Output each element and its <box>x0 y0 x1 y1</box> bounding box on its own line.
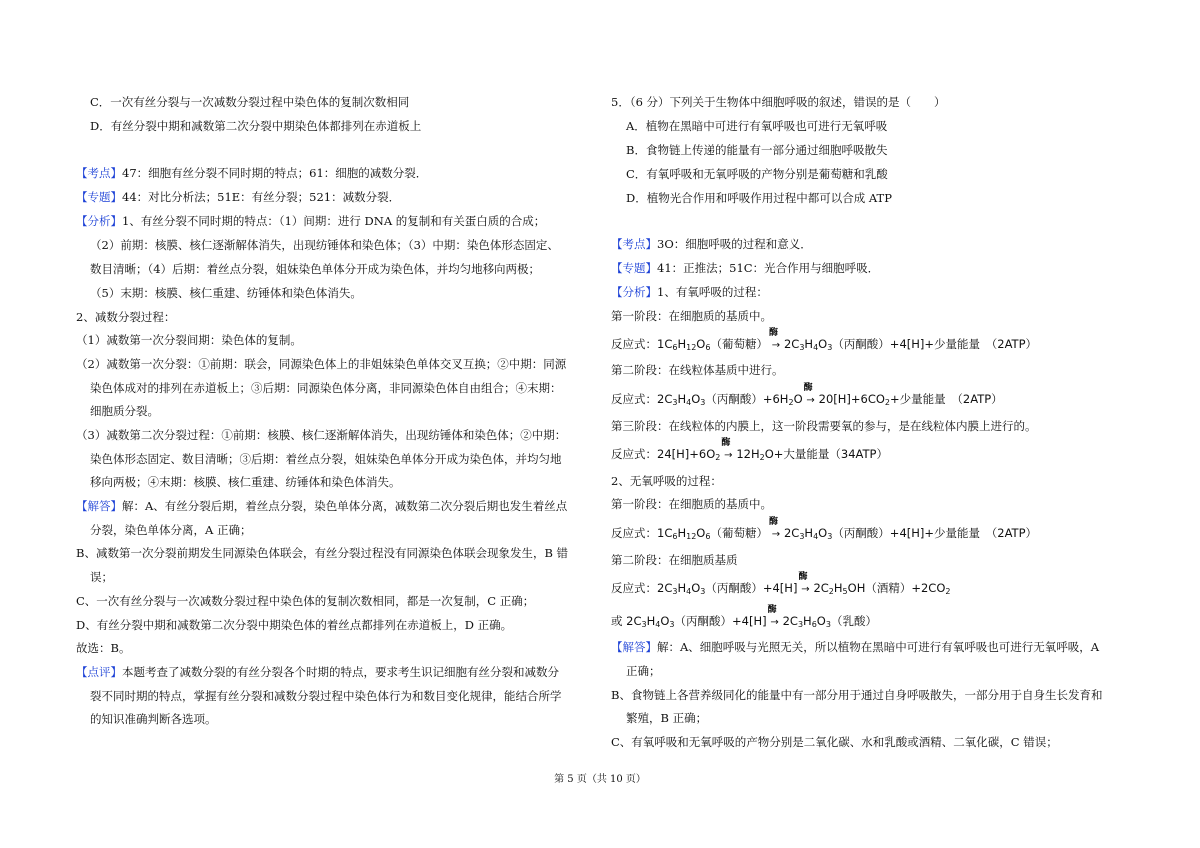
fenxi-text: 1、有氧呼吸的过程： <box>657 285 768 299</box>
enzyme-arrow-icon: 酶 → <box>798 572 810 595</box>
option-c: C．一次有丝分裂与一次减数分裂过程中染色体的复制次数相同 <box>90 95 410 109</box>
zhuanti-tag: 【专题】 <box>611 261 657 275</box>
kaodian-line <box>76 165 427 181</box>
text-line: （1）减数第一次分裂间期：染色体的复制。 <box>76 333 302 347</box>
enzyme-arrow-icon: 酶 → <box>803 383 815 406</box>
text-line: （3）减数第二次分裂过程：①前期：核膜、核仁逐渐解体消失，出现纺锤体和染色体；②中期： <box>76 428 567 442</box>
reaction-equation-1: 反应式：$1C_6H_{12}O_6$（葡萄糖） 酶 → $2C_3H_4O_3$（丙酮酸）+4[H]+少量能量 （2ATP） <box>611 328 1038 352</box>
stage-line: 第一阶段：在细胞质的基质中。 <box>611 309 772 323</box>
jieda-tag: 【解答】 <box>611 640 657 654</box>
reaction-equation-4: 反应式：$1C_6H_{12}O_6$（葡萄糖） 酶 → $2C_3H_4O_3$（丙酮酸）+4[H]+少量能量 （2ATP） <box>611 517 1038 541</box>
kaodian-text: 47：细胞有丝分裂不同时期的特点；61：细胞的减数分裂． <box>122 166 428 180</box>
text-line: 裂不同时期的特点，掌握有丝分裂和减数分裂过程中染色体行为和数目变化规律，能结合所学 <box>90 689 562 703</box>
zhuanti-text: 44：对比分析法；51E：有丝分裂；521：减数分裂． <box>122 190 401 204</box>
question-stem: 5．（6 分）下列关于生物体中细胞呼吸的叙述，错误的是（ ） <box>611 95 946 109</box>
answer-line: 故选：B。 <box>76 641 131 655</box>
text-line: （5）末期：核膜、核仁重建、纺锤体和染色体消失。 <box>90 286 362 300</box>
kaodian-tag: 【考点】 <box>76 166 122 180</box>
text-line: 误； <box>90 570 113 584</box>
enzyme-arrow-icon: 酶 → <box>721 438 733 461</box>
reaction-equation-3: 反应式：$24[H]+6O_2$ 酶 → $12H_2O+$大量能量（34ATP） <box>611 438 888 462</box>
jieda-tag: 【解答】 <box>76 499 122 513</box>
enzyme-arrow-icon: 酶 → <box>768 517 781 540</box>
reaction-equation-2: 反应式：$2C_3H_4O_3$（丙酮酸）$+6H_2O$ 酶 → $20[H]+6CO_2+$少量能量 （2ATP） <box>611 383 1003 407</box>
text-line: 细胞质分裂。 <box>90 404 159 418</box>
stage-line: 第二阶段：在细胞质基质 <box>611 553 738 567</box>
section-heading: 2、无氧呼吸的过程： <box>611 474 722 488</box>
jieda-line <box>76 498 567 514</box>
zhuanti-tag: 【专题】 <box>76 190 122 204</box>
zhuanti-text: 41：正推法；51C：光合作用与细胞呼吸． <box>657 261 880 275</box>
text-line: （2）前期：核膜、核仁逐渐解体消失，出现纺锤体和染色体；（3）中期：染色体形态固定、 <box>90 238 559 252</box>
fenxi-tag: 【分析】 <box>76 214 122 228</box>
page-footer: 第 5 页（共 10 页） <box>554 774 646 785</box>
text-line: 正确； <box>626 664 661 678</box>
text-line: 的知识准确判断各选项。 <box>90 712 217 726</box>
fenxi-text: 1、有丝分裂不同时期的特点：（1）间期：进行 DNA 的复制和有关蛋白质的合成； <box>122 214 546 228</box>
text-line: C、一次有丝分裂与一次减数分裂过程中染色体的复制次数相同，都是一次复制，C 正确； <box>76 594 535 608</box>
kaodian-line <box>611 236 812 252</box>
option-d: D．植物光合作用和呼吸作用过程中都可以合成 ATP <box>626 191 892 205</box>
text-line: 数目清晰；（4）后期：着丝点分裂，姐妹染色单体分开成为染色体，并均匀地移向两极； <box>90 262 541 276</box>
text-line: B、减数第一次分裂前期发生同源染色体联会，有丝分裂过程没有同源染色体联会现象发生，B 错 <box>76 546 569 560</box>
text-line: C、有氧呼吸和无氧呼吸的产物分别是二氧化碳、水和乳酸或酒精、二氧化碳，C 错误； <box>611 735 1058 749</box>
dianping-text: 本题考查了减数分裂的有丝分裂各个时期的特点，要求考生识记细胞有丝分裂和减数分 <box>122 665 559 679</box>
option-b: B．食物链上传递的能量有一部分通过细胞呼吸散失 <box>626 143 888 157</box>
text-line: D、有丝分裂中期和减数第二次分裂中期染色体的着丝点都排列在赤道板上，D 正确。 <box>76 618 513 632</box>
text-line: B、食物链上各营养级同化的能量中有一部分用于通过自身呼吸散失，一部分用于自身生长发育和 <box>611 688 1103 702</box>
reaction-equation-6: 或 $2C_3H_4O_3$（丙酮酸）+4[H] 酶 → $2C_3H_6O_3$（乳酸） <box>611 605 877 629</box>
option-a: A．植物在黑暗中可进行有氧呼吸也可进行无氧呼吸 <box>626 119 888 133</box>
option-c: C．有氧呼吸和无氧呼吸的产物分别是葡萄糖和乳酸 <box>626 167 888 181</box>
fenxi-line <box>611 284 768 300</box>
zhuanti-line <box>611 260 879 276</box>
jieda-line <box>611 639 1099 655</box>
jieda-text: 解：A、细胞呼吸与光照无关，所以植物在黑暗中可进行有氧呼吸也可进行无氧呼吸，A <box>657 640 1100 654</box>
stage-line: 第二阶段：在线粒体基质中进行。 <box>611 363 784 377</box>
text-line: 分裂，染色单体分离，A 正确； <box>90 523 252 537</box>
text-line: 2、减数分裂过程： <box>76 310 176 324</box>
enzyme-arrow-icon: 酶 → <box>767 605 779 628</box>
text-line: 移向两极；④末期：核膜、核仁重建、纺锤体和染色体消失。 <box>90 475 401 489</box>
option-d: D．有丝分裂中期和减数第二次分裂中期染色体都排列在赤道板上 <box>90 119 422 133</box>
dianping-line <box>76 664 559 680</box>
enzyme-arrow-icon: 酶 → <box>768 328 781 351</box>
text-line: 染色体成对的排列在赤道板上；③后期：同源染色体分离，非同源染色体自由组合；④末期： <box>90 381 562 395</box>
fenxi-line <box>76 213 545 229</box>
fenxi-tag: 【分析】 <box>611 285 657 299</box>
text-line: （2）减数第一次分裂：①前期：联会，同源染色体上的非姐妹染色单体交叉互换；②中期：同源 <box>76 357 567 371</box>
stage-line: 第三阶段：在线粒体的内膜上，这一阶段需要氧的参与，是在线粒体内膜上进行的。 <box>611 419 1037 433</box>
text-line: 染色体形态固定、数目清晰；③后期：着丝点分裂，姐妹染色单体分开成为染色体，并均匀地 <box>90 452 562 466</box>
text-line: 繁殖，B 正确； <box>626 711 708 725</box>
reaction-equation-5: 反应式：$2C_3H_4O_3$（丙酮酸）+4[H] 酶 → $2C_2H_5OH$（酒精）$+2CO_2$ <box>611 572 951 596</box>
dianping-tag: 【点评】 <box>76 665 122 679</box>
zhuanti-line <box>76 189 400 205</box>
jieda-text: 解：A、有丝分裂后期，着丝点分裂，染色单体分离，减数第二次分裂后期也发生着丝点 <box>122 499 568 513</box>
kaodian-text: 3O：细胞呼吸的过程和意义． <box>657 237 812 251</box>
kaodian-tag: 【考点】 <box>611 237 657 251</box>
stage-line: 第一阶段：在细胞质的基质中。 <box>611 497 772 511</box>
